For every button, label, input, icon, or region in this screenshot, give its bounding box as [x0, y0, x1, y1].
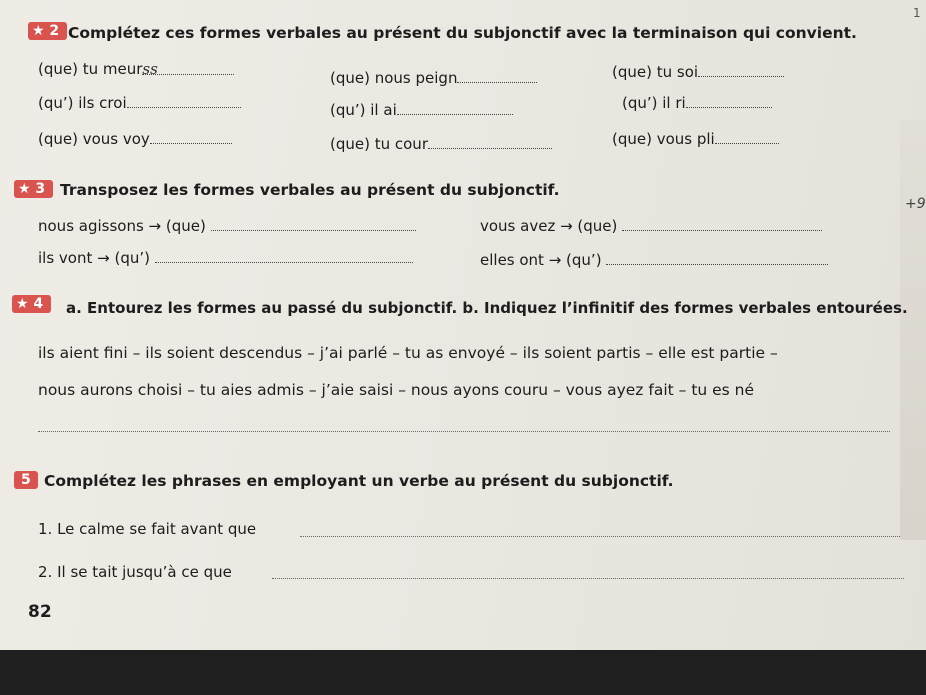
margin-note: +9: [905, 196, 926, 212]
ex2-item[interactable]: [38, 60, 234, 78]
ex2-item-answer[interactable]: [686, 93, 772, 108]
photo-bottom-edge: [0, 650, 926, 695]
corner-number: 1: [913, 6, 921, 20]
ex2-item[interactable]: [330, 100, 513, 119]
ex4-badge: ★ 4: [12, 295, 51, 313]
ex2-item-answer[interactable]: [457, 68, 537, 83]
ex2-item[interactable]: [38, 129, 232, 148]
ex3-item-text: nous agissons → (que): [38, 217, 206, 235]
ex2-item-answer[interactable]: [150, 129, 232, 144]
ex3-item[interactable]: [38, 248, 413, 267]
ex3-instruction: Transposez les formes verbales au présent du subjonctif.: [60, 181, 560, 199]
ex2-item-text: (que) nous peign: [330, 69, 458, 87]
ex4-answer-line[interactable]: [38, 431, 890, 432]
ex2-item-answer[interactable]: [127, 93, 241, 108]
ex5-instruction: Complétez les phrases en employant un verbe au présent du subjonctif.: [44, 472, 674, 490]
ex5-sentence: 2. Il se tait jusqu’à ce que: [38, 563, 232, 581]
ex2-item-answer[interactable]: ss: [142, 60, 234, 75]
ex2-item-text: (que) vous pli: [612, 130, 715, 148]
ex2-instruction: Complétez ces formes verbales au présent du subjonctif avec la terminaison qui convient.: [68, 24, 857, 42]
ex4-instruction: a. Entourez les formes au passé du subjonctif. b. Indiquez l’infinitif des formes verbales entourées.: [66, 299, 908, 317]
ex5-answer-line[interactable]: [272, 578, 904, 579]
page-number: 82: [28, 602, 52, 622]
ex2-item-answer[interactable]: [397, 100, 513, 115]
ex2-item-text: (que) tu cour: [330, 135, 428, 153]
ex5-sentence: 1. Le calme se fait avant que: [38, 520, 257, 538]
ex3-item-text: elles ont → (qu’): [480, 251, 602, 269]
ex2-item-text: (que) tu soi: [612, 63, 699, 81]
ex3-item[interactable]: [480, 216, 822, 235]
ex2-item-text: (qu’) il ai: [330, 101, 397, 119]
ex2-item-answer[interactable]: [698, 62, 784, 77]
ex3-item-text: ils vont → (qu’): [38, 249, 150, 267]
ex2-item-text: (que) vous voy: [38, 130, 150, 148]
ex3-badge: ★ 3: [14, 180, 53, 198]
binding-edge: [900, 120, 926, 540]
ex2-item[interactable]: [622, 93, 772, 112]
ex2-item-answer[interactable]: [428, 134, 552, 149]
ex3-item-answer[interactable]: [211, 216, 416, 231]
ex2-item-text: (qu’) ils croi: [38, 94, 127, 112]
ex3-item-answer[interactable]: [155, 248, 413, 263]
ex2-item[interactable]: [38, 93, 241, 112]
ex3-item-answer[interactable]: [606, 250, 828, 265]
ex2-item[interactable]: [330, 134, 552, 153]
ex3-item-answer[interactable]: [622, 216, 822, 231]
ex4-forms-line2[interactable]: nous aurons choisi – tu aies admis – j’aie saisi – nous ayons couru – vous ayez fait – tu es né: [38, 381, 755, 399]
ex5-badge: 5: [14, 471, 38, 489]
ex2-item-text: (que) tu meur: [38, 60, 143, 78]
ex2-item-text: (qu’) il ri: [622, 94, 686, 112]
ex2-item[interactable]: [612, 62, 784, 81]
ex4-forms-line1[interactable]: ils aient fini – ils soient descendus – j’ai parlé – tu as envoyé – ils soient partis – elle est partie –: [38, 344, 778, 362]
ex3-item-text: vous avez → (que): [480, 217, 618, 235]
ex2-item[interactable]: [330, 68, 537, 87]
ex2-item[interactable]: [612, 129, 779, 148]
ex3-item[interactable]: [38, 216, 416, 235]
ex3-item[interactable]: [480, 250, 828, 269]
ex2-item-answer[interactable]: [715, 129, 779, 144]
ex5-answer-line[interactable]: [300, 536, 900, 537]
ex2-badge: ★ 2: [28, 22, 67, 40]
